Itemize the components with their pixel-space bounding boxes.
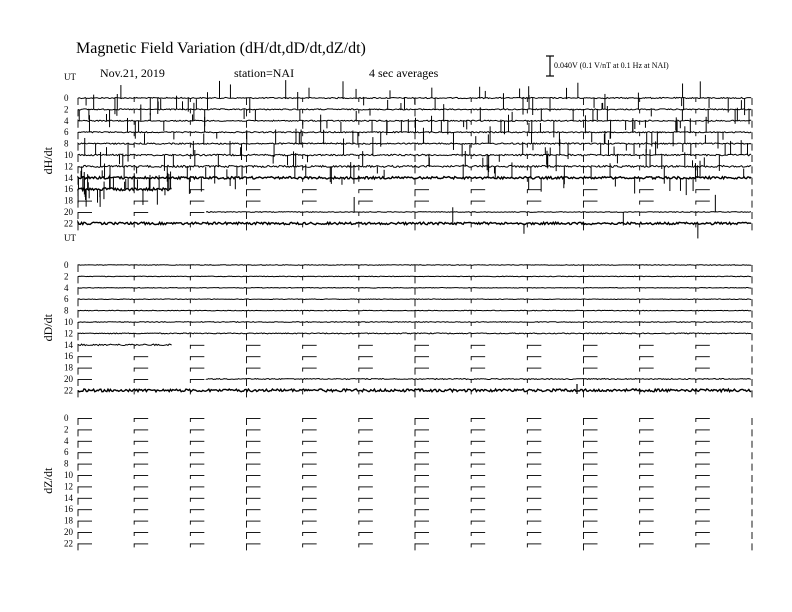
signal-trace <box>78 299 751 300</box>
panel-dddt <box>41 233 752 397</box>
averaging-label: 4 sec averages <box>369 66 439 80</box>
row-hour-label: 20 <box>64 207 73 217</box>
row-hour-label: 12 <box>64 328 73 339</box>
signal-trace <box>78 265 751 266</box>
row-hour-label: 4 <box>64 115 69 126</box>
row-hour-label: 16 <box>64 504 73 515</box>
signal-trace <box>78 109 751 110</box>
scale-label: 0.040V (0.1 V/nT at 0.1 Hz at NAI) <box>554 61 669 70</box>
panel-dzdt <box>41 413 752 550</box>
row-hour-label: 12 <box>64 161 73 172</box>
row-hour-label: 10 <box>64 470 73 480</box>
row-hour-label: 22 <box>64 538 73 549</box>
row-hour-label: 4 <box>64 435 69 446</box>
signal-trace <box>78 120 751 121</box>
signal-trace <box>78 344 172 346</box>
row-hour-label: 22 <box>64 218 73 229</box>
row-hour-label: 16 <box>64 184 73 195</box>
panel-label: dD/dt <box>41 314 55 342</box>
row-hour-label: 10 <box>64 150 73 160</box>
row-hour-label: 6 <box>64 294 69 305</box>
ut-axis-label: UT <box>64 233 76 243</box>
row-hour-label: 2 <box>64 424 69 435</box>
panel-dhdt <box>41 72 752 238</box>
panel-label: dH/dt <box>41 147 55 175</box>
row-hour-label: 18 <box>64 515 73 526</box>
row-hour-label: 18 <box>64 362 73 373</box>
row-hour-label: 14 <box>64 172 73 183</box>
row-hour-label: 4 <box>64 282 69 293</box>
row-hour-label: 22 <box>64 385 73 396</box>
row-hour-label: 0 <box>64 413 69 423</box>
row-hour-label: 12 <box>64 481 73 492</box>
row-hour-label: 6 <box>64 127 69 138</box>
row-hour-label: 10 <box>64 317 73 327</box>
signal-trace <box>78 310 751 311</box>
row-hour-label: 0 <box>64 93 69 103</box>
panel-label: dZ/dt <box>41 467 55 494</box>
row-hour-label: 0 <box>64 260 69 270</box>
row-hour-label: 8 <box>64 458 69 469</box>
row-hour-label: 6 <box>64 447 69 458</box>
signal-trace <box>78 322 751 323</box>
row-hour-label: 14 <box>64 339 73 350</box>
row-hour-label: 18 <box>64 195 73 206</box>
scale-bar-icon <box>546 56 554 76</box>
signal-trace <box>78 288 751 289</box>
row-hour-label: 16 <box>64 351 73 362</box>
row-hour-label: 8 <box>64 305 69 316</box>
row-hour-label: 20 <box>64 374 73 384</box>
signal-trace <box>78 132 751 133</box>
ut-axis-label: UT <box>64 72 76 82</box>
row-hour-label: 2 <box>64 104 69 115</box>
chart-title: Magnetic Field Variation (dH/dt,dD/dt,dZ/dt) <box>76 40 366 57</box>
date-label: Nov.21, 2019 <box>100 66 165 80</box>
row-hour-label: 20 <box>64 527 73 537</box>
row-hour-label: 2 <box>64 271 69 282</box>
row-hour-label: 8 <box>64 138 69 149</box>
signal-trace <box>78 276 751 277</box>
station-label: station=NAI <box>234 66 295 80</box>
signal-trace <box>206 212 751 213</box>
signal-trace <box>206 379 751 380</box>
signal-trace <box>78 222 751 224</box>
row-hour-label: 14 <box>64 492 73 503</box>
